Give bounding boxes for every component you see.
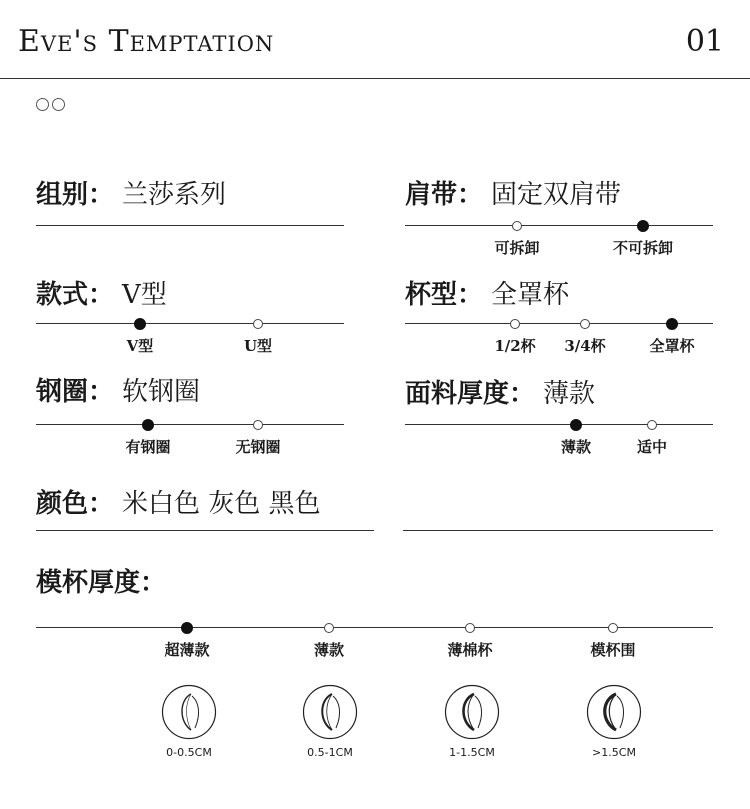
- option-marker: [608, 623, 618, 633]
- cup-profile-icon: [302, 684, 358, 740]
- wire-value: 软钢圈: [122, 377, 201, 407]
- color-field: [36, 487, 321, 521]
- selected-option-marker: [637, 220, 649, 232]
- brand-title: Eve's Temptation: [18, 24, 275, 59]
- cup-size-label: 0-0.5CM: [166, 746, 212, 759]
- option-marker: [253, 319, 263, 329]
- strap-value: 固定双肩带: [491, 180, 622, 210]
- page-number: 01: [685, 24, 724, 59]
- group-field: [36, 178, 226, 212]
- option-marker: [647, 420, 657, 430]
- style-label: 款式：: [36, 280, 115, 310]
- fabric-thickness-option-track: 薄款 适中: [405, 424, 713, 425]
- group-value: 兰莎系列: [122, 180, 227, 210]
- selected-option-marker: [666, 318, 678, 330]
- option-marker: [253, 420, 263, 430]
- style-field: [36, 278, 167, 312]
- cup-size-label: >1.5CM: [592, 746, 636, 759]
- decorative-dots: [36, 98, 65, 111]
- cup-profile-icon: [444, 684, 500, 740]
- cup-thickness-3: [444, 684, 500, 759]
- fabric-thickness-label: 面料厚度：: [405, 379, 536, 409]
- option-marker: [324, 623, 334, 633]
- cup-thickness-2: [302, 684, 358, 759]
- group-label: 组别：: [36, 180, 115, 210]
- circle-icon: [36, 98, 49, 111]
- cup-type-option-track: 1/2杯 3/4杯 全罩杯: [405, 323, 713, 324]
- wire-label: 钢圈：: [36, 377, 115, 407]
- cup-type-field: [405, 278, 569, 312]
- style-option-track: V型 U型: [36, 323, 344, 324]
- color-underline-right: [403, 530, 713, 531]
- mold-cup-field: [36, 566, 166, 600]
- wire-field: [36, 375, 200, 409]
- cup-thickness-1: [161, 684, 217, 759]
- strap-label: 肩带：: [405, 180, 484, 210]
- option-marker: [510, 319, 520, 329]
- fabric-thickness-value: 薄款: [543, 379, 596, 409]
- strap-option-track: 可拆卸 不可拆卸: [405, 225, 713, 226]
- cup-type-label: 杯型：: [405, 280, 484, 310]
- cup-thickness-4: [586, 684, 642, 759]
- strap-field: [405, 178, 621, 212]
- selected-option-marker: [181, 622, 193, 634]
- cup-profile-icon: [161, 684, 217, 740]
- group-underline: [36, 225, 344, 226]
- mold-cup-option-track: 超薄款 薄款 薄棉杯 模杯围: [36, 627, 713, 628]
- fabric-thickness-field: [405, 377, 595, 411]
- circle-icon: [52, 98, 65, 111]
- selected-option-marker: [142, 419, 154, 431]
- selected-option-marker: [134, 318, 146, 330]
- selected-option-marker: [570, 419, 582, 431]
- mold-cup-label: 模杯厚度：: [36, 568, 167, 598]
- color-underline: [36, 530, 374, 531]
- wire-option-track: 有钢圈 无钢圈: [36, 424, 344, 425]
- cup-size-label: 0.5-1CM: [307, 746, 353, 759]
- option-marker: [580, 319, 590, 329]
- option-marker: [465, 623, 475, 633]
- style-value: V型: [122, 280, 167, 310]
- cup-size-label: 1-1.5CM: [449, 746, 495, 759]
- color-label: 颜色：: [36, 489, 115, 519]
- color-value: 米白色 灰色 黑色: [122, 489, 321, 519]
- cup-profile-icon: [586, 684, 642, 740]
- cup-type-value: 全罩杯: [491, 280, 570, 310]
- option-marker: [512, 221, 522, 231]
- header-divider: [0, 78, 750, 79]
